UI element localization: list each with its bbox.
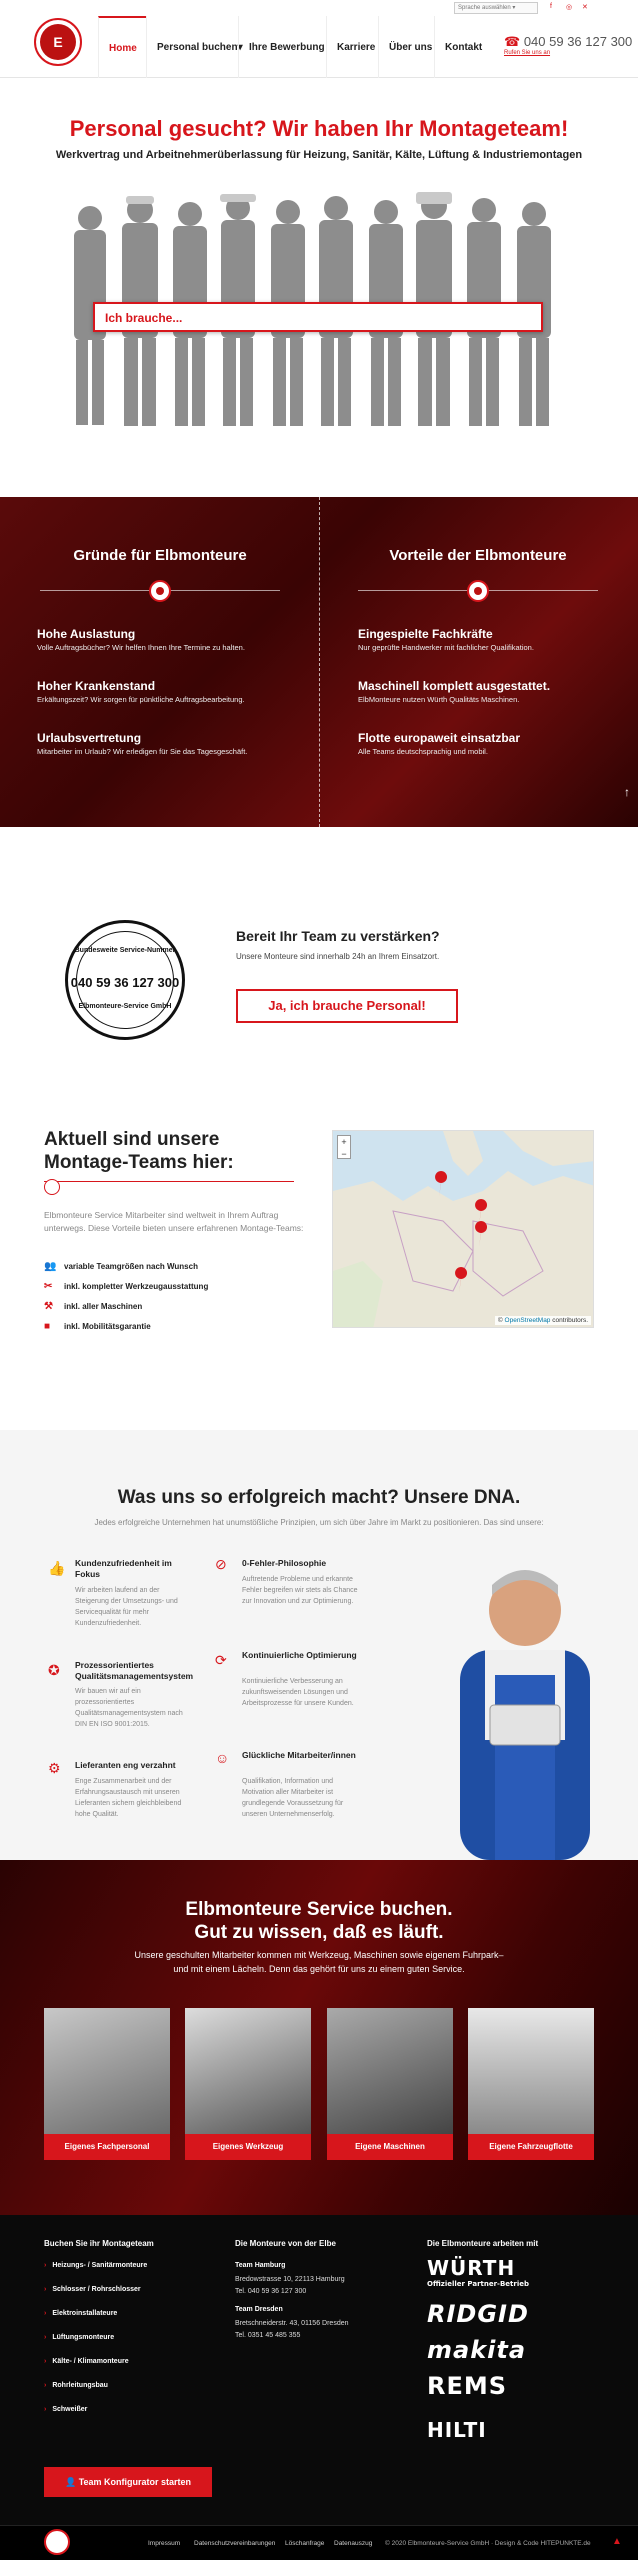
dna-item-text: Qualifikation, Information und Motivation aller Mitarbeiter ist grundlegende Voraussetzung für unseren Unternehmenserfolg. — [242, 1778, 344, 1818]
nav-kontakt[interactable]: Kontakt — [434, 16, 492, 78]
language-select-label: Sprache auswählen — [458, 5, 511, 11]
happy-staff-icon: ☺ — [215, 1750, 230, 1766]
footer-link[interactable]: › Lüftungsmonteure — [44, 2334, 114, 2341]
booking-title — [0, 1898, 638, 1944]
reason-heading: Hoher Krankenstand — [37, 679, 156, 693]
dna-item-text: Wir arbeiten laufend an der Steigerung der Umsetzungs- und Servicequalität für mehr Kundenzufriedenheit. — [75, 1587, 178, 1627]
teams-text: Elbmonteure Service Mitarbeiter sind weltweit in Ihrem Auftrag unterwegs. Diese Vorteile bieten unsere erfahrenen Montage-Teams: — [44, 1210, 304, 1233]
back-to-top-icon[interactable]: ▲ — [612, 2536, 622, 2547]
footer-link[interactable]: › Schlosser / Rohrschlosser — [44, 2286, 141, 2293]
footer-logo[interactable] — [44, 2529, 70, 2555]
dna-item-heading: Kundenzufriedenheit im Fokus — [75, 1558, 172, 1579]
service-card-fleet[interactable] — [468, 2008, 594, 2160]
advantage-text: ElbMonteure nutzen Würth Qualitäts Maschinen. — [358, 695, 520, 704]
footer-link[interactable]: › Schweißer — [44, 2406, 87, 2413]
advantage-text: Alle Teams deutschsprachig und mobil. — [358, 747, 488, 756]
feature-row — [44, 1261, 198, 1272]
map-attribution-text: contributors. — [550, 1317, 588, 1324]
staff-photo — [44, 2008, 170, 2134]
instagram-icon[interactable]: ◎ — [566, 4, 573, 11]
certificate-icon: ✪ — [48, 1662, 60, 1678]
dresden-address: Bretschneiderstr. 43, 01156 Dresden — [235, 2320, 349, 2327]
reason-text: Erkältungszeit? Wir sorgen für pünktliche Auftragsbearbeitung. — [37, 695, 245, 704]
card-label: Eigene Fahrzeugflotte — [468, 2134, 594, 2160]
search-input[interactable] — [93, 302, 543, 332]
search-placeholder: Ich brauche... — [105, 311, 183, 325]
openstreetmap-link[interactable]: OpenStreetMap — [504, 1317, 551, 1324]
facebook-icon[interactable]: f — [550, 3, 552, 10]
footer-link[interactable]: › Elektroinstallateure — [44, 2310, 117, 2317]
optimization-icon: ⟳ — [215, 1652, 227, 1668]
footer-col3-title: Die Elbmonteure arbeiten mit — [427, 2239, 539, 2248]
nav-karriere[interactable]: Karriere — [326, 16, 385, 78]
dna-item-heading: Prozessorientiertes Qualitätsmanagementsystem — [75, 1660, 194, 1681]
reasons-title: Gründe für Elbmonteure — [73, 547, 247, 564]
request-staff-button[interactable]: Ja, ich brauche Personal! — [236, 989, 458, 1023]
hilti-logo: HILTI — [427, 2418, 487, 2442]
dna-item-text: Enge Zusammenarbeit und der Erfahrungsaustausch mit unseren Lieferanten sichern gleichbleibend hohe Qualität. — [75, 1778, 182, 1818]
advantages-title: Vorteile der Elbmonteure — [389, 547, 567, 564]
truck-icon: ■ — [44, 1321, 51, 1332]
dna-item-text: Wir bauen wir auf ein prozessorientiertes Qualitätsmanagementsystem nach DIN EN ISO 9001:2015. — [75, 1688, 183, 1728]
map-attribution: © OpenStreetMap contributors. — [495, 1316, 591, 1325]
fleet-photo — [468, 2008, 594, 2134]
map-zoom-control[interactable]: + − — [337, 1135, 351, 1159]
tools-icon: ✂ — [44, 1281, 53, 1292]
stamp-bottom-text: Elbmonteure-Service GmbH — [78, 1003, 172, 1010]
team-location-map[interactable] — [332, 1130, 594, 1328]
privacy-link[interactable]: Datenschutzvereinbarungen — [194, 2540, 276, 2547]
zero-error-icon: ⊘ — [215, 1556, 227, 1572]
hamburg-phone[interactable]: Tel. 040 59 36 127 300 — [235, 2288, 307, 2295]
footer-link[interactable]: › Kälte- / Klimamonteure — [44, 2358, 129, 2365]
callback-link[interactable]: Rufen Sie uns an — [504, 50, 551, 56]
advantage-heading: Eingespielte Fachkräfte — [358, 627, 493, 641]
card-label: Eigenes Werkzeug — [185, 2134, 311, 2160]
header-phone-number: 040 59 36 127 300 — [523, 34, 633, 49]
feature-label: inkl. Mobilitätsgarantie — [64, 1322, 151, 1331]
stamp-top-text: Bundesweite Service-Nummer — [74, 947, 176, 954]
footer-link[interactable]: › Rohrleitungsbau — [44, 2382, 108, 2389]
badge-icon — [44, 1179, 60, 1195]
reason-text: Mitarbeiter im Urlaub? Wir erledigen für Sie das Tagesgeschäft. — [37, 747, 248, 756]
badge-icon — [467, 580, 489, 602]
nav-home[interactable]: Home — [98, 16, 147, 78]
worker-photo — [430, 1555, 620, 1860]
footer-col2-title: Die Monteure von der Elbe — [235, 2239, 336, 2248]
hamburg-address: Bredowstrasse 10, 22113 Hamburg — [235, 2276, 345, 2283]
hero-subtitle: Werkvertrag und Arbeitnehmerüberlassung für Heizung, Sanitär, Kälte, Lüftung & Industriemontagen — [55, 149, 583, 161]
feature-label: variable Teamgrößen nach Wunsch — [64, 1262, 198, 1271]
elbmonteure-logo[interactable]: E — [34, 18, 82, 66]
feature-row — [44, 1321, 151, 1332]
footer-link[interactable]: › Heizungs- / Sanitärmonteure — [44, 2262, 147, 2269]
service-card-staff[interactable] — [44, 2008, 170, 2160]
dna-item-heading: Glückliche Mitarbeiter/innen — [242, 1750, 356, 1760]
dna-item-heading: Lieferanten eng verzahnt — [75, 1760, 176, 1770]
dna-title: Was uns so erfolgreich macht? Unsere DNA. — [117, 1487, 521, 1508]
nav-ueber-uns[interactable]: Über uns — [378, 16, 442, 78]
team-icon: 👥 — [44, 1261, 57, 1272]
machines-photo — [327, 2008, 453, 2134]
service-number-stamp — [65, 920, 185, 1040]
booking-text: Unsere geschulten Mitarbeiter kommen mit Werkzeug, Maschinen sowie eigenem Fuhrpark– und mit einem Lächeln. Denn das gehört für uns zu einem guten Service. — [134, 1950, 504, 1974]
dresden-title: Team Dresden — [235, 2306, 283, 2313]
dna-item-text: Kontinuierliche Verbesserung an zukunftsweisenden Lösungen und Arbeitsprozesse für unsere Kunden. — [242, 1678, 354, 1707]
stamp-phone: 040 59 36 127 300 — [70, 975, 180, 990]
makita-logo: makita — [427, 2336, 527, 2364]
advantage-heading: Maschinell komplett ausgestattet. — [358, 679, 551, 693]
map-tiles — [333, 1131, 594, 1328]
badge-icon — [149, 580, 171, 602]
header-phone[interactable] — [504, 34, 632, 50]
feature-row — [44, 1301, 142, 1312]
language-select[interactable]: Sprache auswählen ▾ — [454, 2, 538, 14]
copyright: © 2020 Elbmonteure-Service GmbH · Design & Code HITEPUNKTE.de — [385, 2540, 591, 2547]
ready-title: Bereit Ihr Team zu verstärken? — [236, 928, 440, 944]
phone-icon: ☎ — [504, 34, 521, 49]
dna-item-heading: Kontinuierliche Optimierung — [242, 1650, 357, 1660]
service-card-machines[interactable] — [327, 2008, 453, 2160]
dresden-phone[interactable]: Tel. 0351 45 485 355 — [235, 2332, 301, 2339]
thumbs-up-icon: 👍 — [48, 1560, 66, 1576]
feature-label: inkl. kompletter Werkzeugausstattung — [64, 1282, 209, 1291]
nav-personal-buchen[interactable]: Personal buchen ▾ — [146, 16, 253, 78]
tools-photo — [185, 2008, 311, 2134]
reason-heading: Hohe Auslastung — [37, 627, 136, 641]
feature-label: inkl. aller Maschinen — [64, 1302, 143, 1311]
advantage-heading: Flotte europaweit einsatzbar — [358, 731, 521, 745]
booking-title-line1: Elbmonteure Service buchen. — [185, 1899, 453, 1920]
dna-item-heading: 0-Fehler-Philosophie — [242, 1558, 327, 1568]
wuerth-partner-text: Offizieller Partner-Betrieb — [427, 2280, 530, 2288]
data-extract-link[interactable]: Datenauszug — [334, 2540, 373, 2547]
user-plus-icon: 👤 — [64, 2477, 77, 2487]
card-label: Eigene Maschinen — [327, 2134, 453, 2160]
feature-row — [44, 1281, 208, 1292]
ridgid-logo: RIDGID — [427, 2300, 529, 2328]
scroll-up-icon[interactable]: ↑ — [624, 785, 630, 799]
teams-divider — [44, 1181, 294, 1182]
deletion-request-link[interactable]: Löschanfrage — [285, 2540, 325, 2547]
wuerth-logo: WÜRTH — [427, 2256, 516, 2280]
dna-subtitle: Jedes erfolgreiche Unternehmen hat unumstößliche Prinzipien, um sich über Jahre im Markt zu positionieren. Das sind unsere: — [94, 1518, 544, 1527]
xing-icon[interactable]: ✕ — [582, 4, 588, 11]
section-divider — [319, 497, 320, 827]
reason-text: Volle Auftragsbücher? Wir helfen Ihnen Ihre Termine zu halten. — [37, 643, 245, 652]
service-card-tools[interactable] — [185, 2008, 311, 2160]
advantage-text: Nur geprüfte Handwerker mit fachlicher Qualifikation. — [358, 643, 534, 652]
hero-title: Personal gesucht? Wir haben Ihr Montageteam! — [69, 116, 569, 141]
team-configurator-label: Team Konfigurator starten — [78, 2477, 192, 2487]
chevron-down-icon: ▾ — [237, 41, 243, 53]
footer-col1-title: Buchen Sie ihr Montageteam — [44, 2239, 154, 2248]
card-label: Eigenes Fachpersonal — [44, 2134, 170, 2160]
rems-logo: REMS — [427, 2372, 508, 2400]
team-configurator-button[interactable] — [44, 2467, 212, 2497]
nav-ihre-bewerbung[interactable]: Ihre Bewerbung — [238, 16, 335, 78]
reason-heading: Urlaubsvertretung — [37, 731, 142, 745]
teams-title: Aktuell sind unsere Montage-Teams hier: — [44, 1129, 234, 1173]
partner-icon: ⚙ — [48, 1760, 61, 1776]
reasons-section — [0, 497, 638, 827]
hamburg-title: Team Hamburg — [235, 2262, 286, 2269]
impressum-link[interactable]: Impressum — [148, 2540, 181, 2547]
booking-title-line2: Gut zu wissen, daß es läuft. — [194, 1922, 444, 1943]
dna-item-text: Auftretende Probleme und erkannte Fehler begreifen wir stets als Chance zur Innovation und zur Optimierung. — [242, 1576, 358, 1605]
ready-text: Unsere Monteure sind innerhalb 24h an Ihrem Einsatzort. — [236, 952, 440, 961]
machine-icon: ⚒ — [44, 1301, 53, 1312]
